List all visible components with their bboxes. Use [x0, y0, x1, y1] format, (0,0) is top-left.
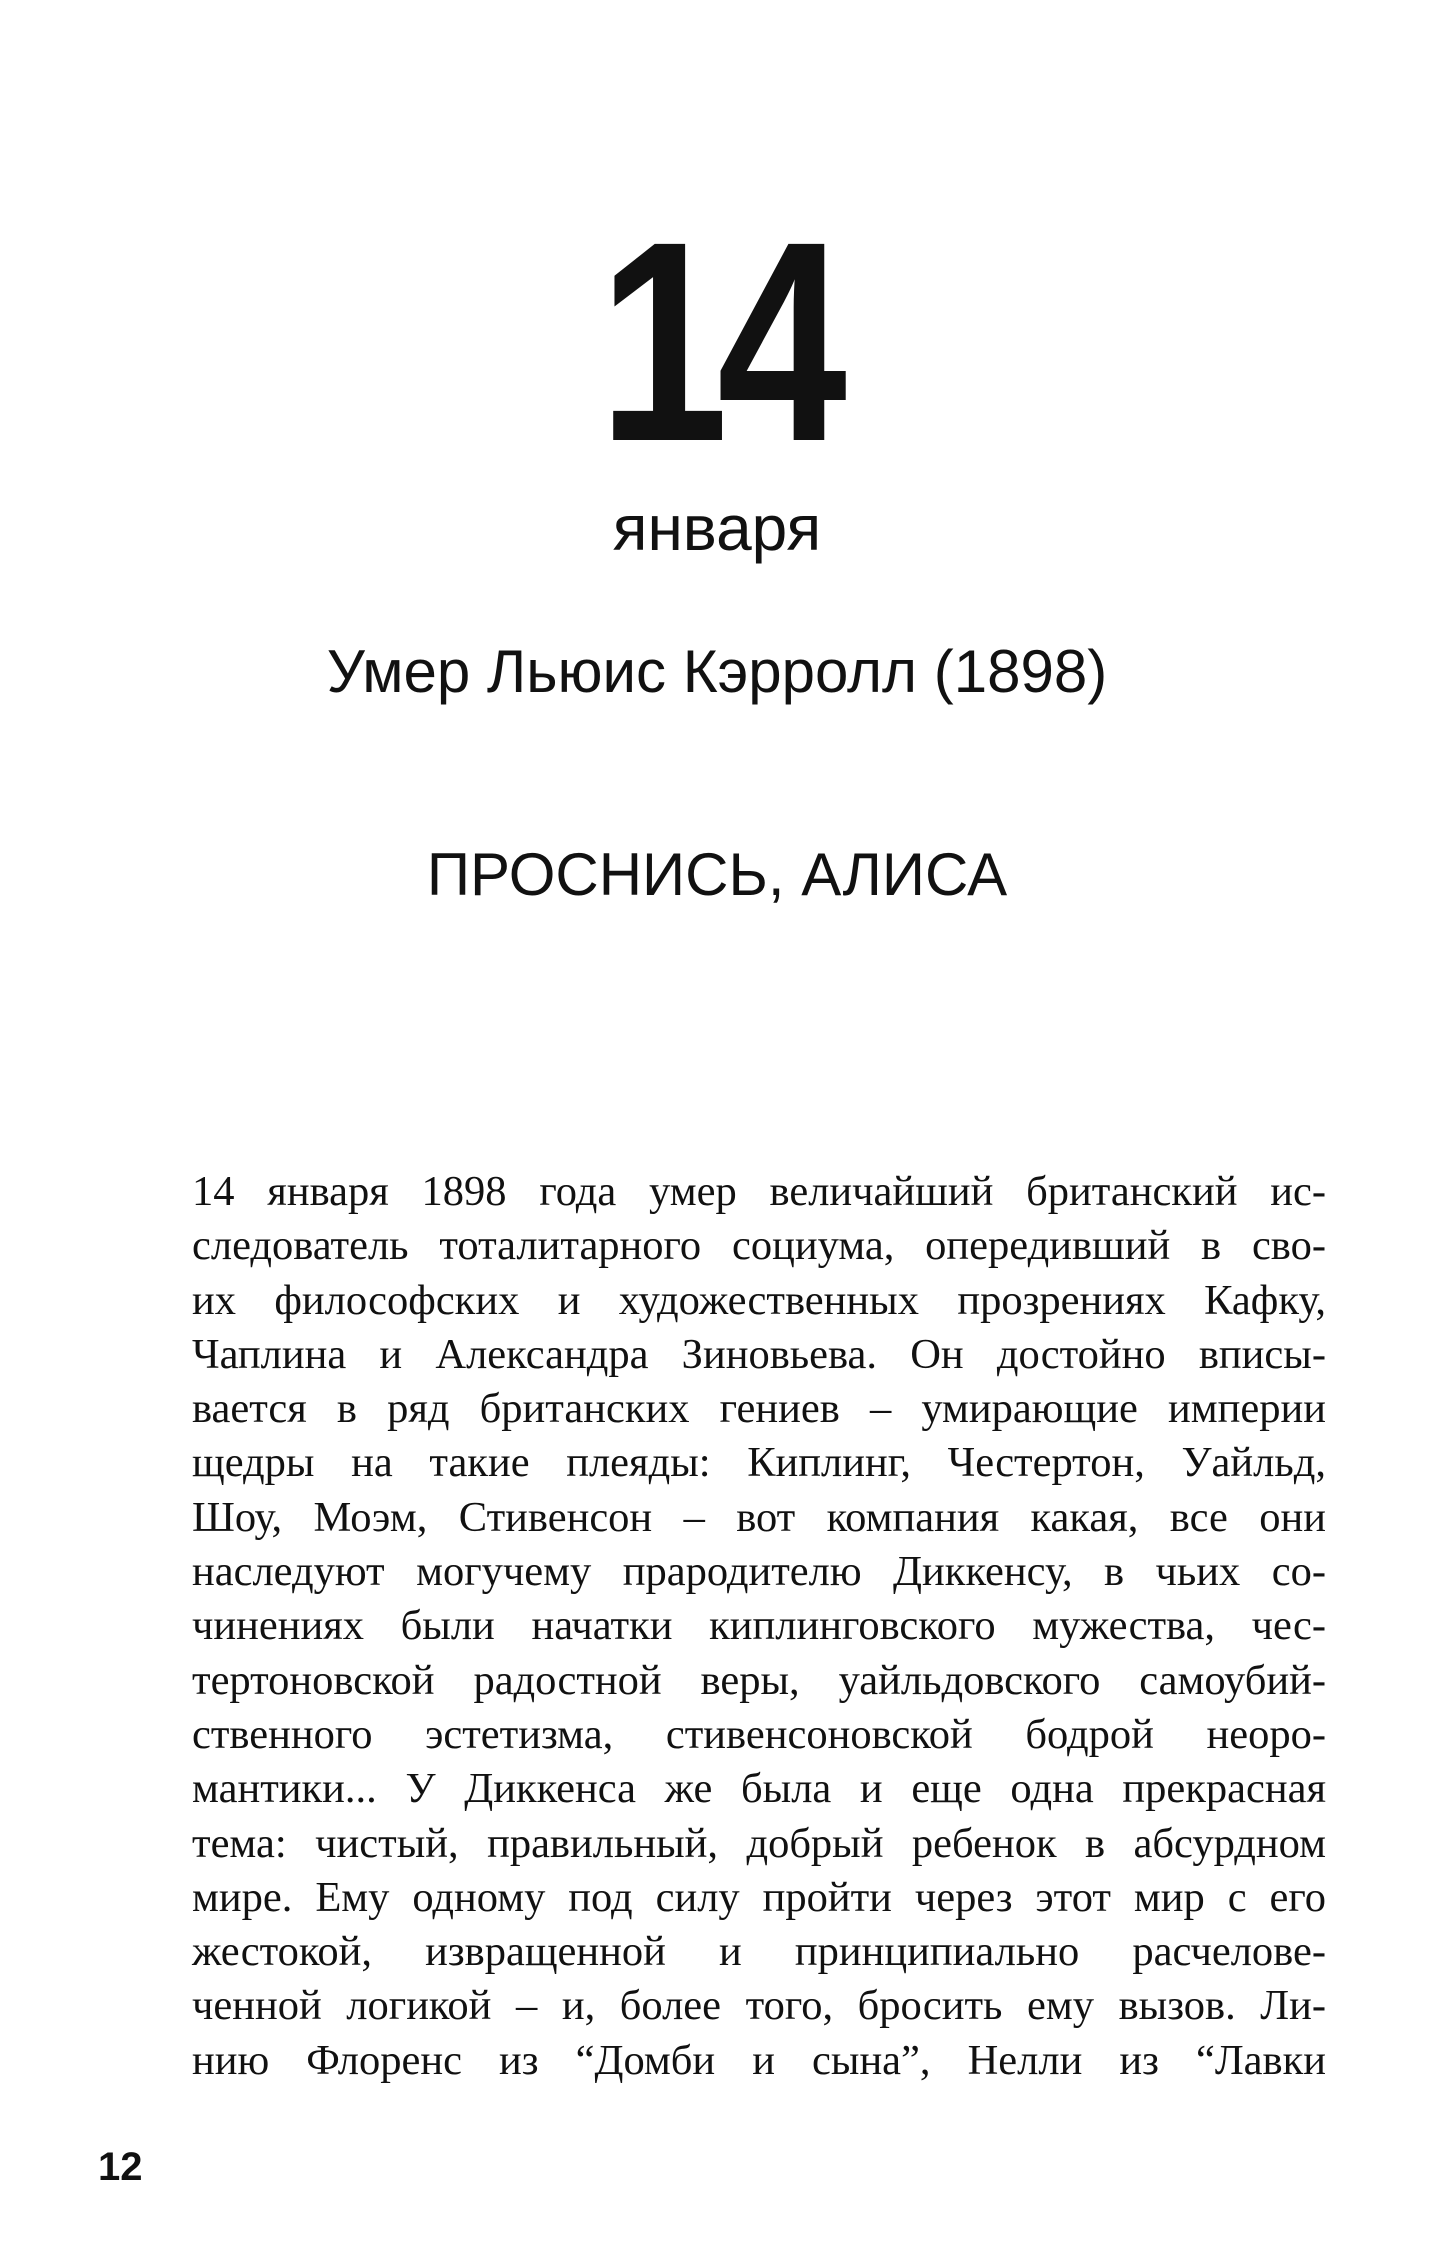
body-line: вается в ряд британских гениев – умирающие империи [192, 1385, 1326, 1433]
day-number: 14 [598, 183, 836, 501]
body-line: чинениях были начатки киплинговского мужества, чес- [192, 1602, 1326, 1650]
article-body [192, 1165, 1326, 2088]
body-line: 14 января 1898 года умер величайший британский ис- [192, 1168, 1326, 1215]
body-line: Чаплина и Александра Зиновьева. Он достойно вписы- [192, 1330, 1326, 1378]
body-line: щедры на такие плеяды: Киплинг, Честертон, Уайльд, [192, 1439, 1326, 1487]
body-line: ственного эстетизма, стивенсоновской бодрой неоро- [192, 1710, 1326, 1758]
body-line: жестокой, извращенной и принципиально расчелове- [192, 1928, 1326, 1976]
body-line: мире. Ему одному под силу пройти через этот мир с его [192, 1873, 1326, 1921]
body-line: нию Флоренс из “Домби и сына”, Нелли из “Лавки [192, 2036, 1326, 2084]
body-line: наследуют могучему прародителю Диккенсу, в чьих со- [192, 1548, 1326, 1596]
page-number: 12 [98, 2145, 143, 2189]
event-line: Умер Льюис Кэрролл (1898) [326, 638, 1108, 705]
body-line: мантики... У Диккенса же была и еще одна прекрасная [192, 1765, 1326, 1813]
body-line: Шоу, Моэм, Стивенсон – вот компания какая, все они [192, 1493, 1326, 1541]
body-line: их философских и художественных прозрениях Кафку, [192, 1276, 1326, 1324]
body-line: тертоновской радостной веры, уайльдовского самоубий- [192, 1656, 1326, 1704]
month-label: января [612, 492, 822, 564]
body-line: следователь тоталитарного социума, опередивший в сво- [192, 1222, 1326, 1270]
article-title: ПРОСНИСЬ, АЛИСА [426, 841, 1008, 908]
body-line: тема: чистый, правильный, добрый ребенок в абсурдном [192, 1819, 1326, 1867]
body-line: ченной логикой – и, более того, бросить ему вызов. Ли- [192, 1982, 1326, 2030]
